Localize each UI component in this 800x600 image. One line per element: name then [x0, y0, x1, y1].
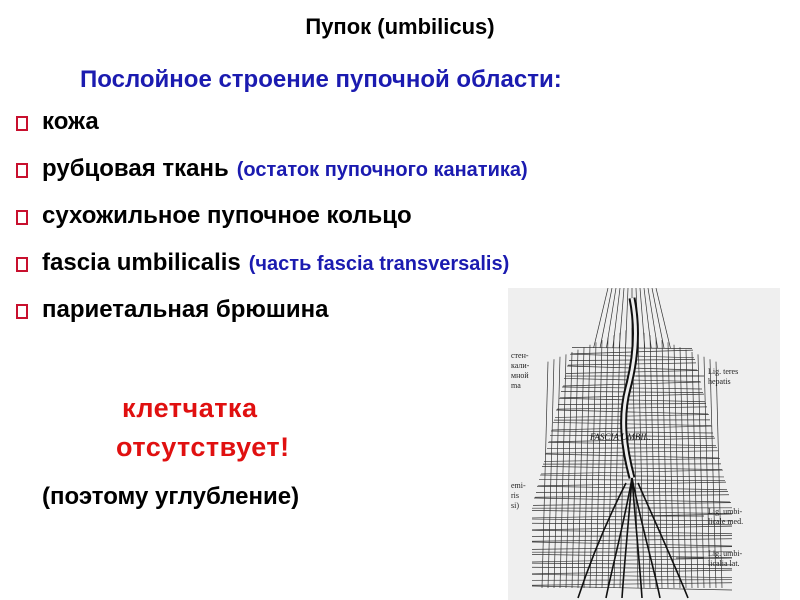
- anatomical-figure: [508, 288, 780, 600]
- slide-subtitle: Послойное строение пупочной области:: [80, 66, 562, 93]
- layer-text: fascia umbilicalis: [42, 249, 241, 276]
- checkbox-bullet-icon: [16, 304, 28, 319]
- list-item: [16, 296, 528, 343]
- list-item: [16, 249, 528, 296]
- layer-text: париетальная брюшина: [42, 296, 329, 323]
- figure-left-label-bottom-3: si): [511, 501, 519, 510]
- layer-text: кожа: [42, 108, 99, 135]
- figure-left-label-top-1: стен-: [511, 351, 529, 360]
- slide-title: Пупок (umbilicus): [305, 14, 495, 39]
- layer-text: рубцовая ткань: [42, 155, 229, 182]
- checkbox-bullet-icon: [16, 257, 28, 272]
- figure-left-label-top-4: ma: [511, 381, 521, 390]
- layer-note: (часть fascia transversalis): [248, 253, 510, 275]
- figure-right-label-3a: Lig. umbi-: [708, 549, 743, 558]
- list-item: [16, 155, 528, 202]
- figure-left-label-bottom-1: emi-: [511, 481, 526, 490]
- checkbox-bullet-icon: [16, 116, 28, 131]
- figure-left-label-top-2: кали-: [511, 361, 530, 370]
- figure-right-label-1a: Lig. teres: [708, 367, 739, 376]
- checkbox-bullet-icon: [16, 210, 28, 225]
- layer-note: (остаток пупочного канатика): [236, 159, 528, 181]
- emphasis-line-1: клетчатка: [122, 393, 258, 423]
- figure-right-label-2a: Lig. umbi-: [708, 507, 743, 516]
- figure-right-label-3b: licalia lat.: [708, 559, 740, 568]
- layer-text: сухожильное пупочное кольцо: [42, 202, 412, 229]
- checkbox-bullet-icon: [16, 163, 28, 178]
- explanation-text: (поэтому углубление): [42, 483, 300, 510]
- emphasis-line-2: отсутствует!: [116, 432, 290, 462]
- figure-right-label-1b: hepatis: [708, 377, 731, 386]
- list-item: [16, 108, 528, 155]
- figure-center-label: FASCIA UMBIL.: [590, 432, 651, 442]
- figure-left-label-bottom-2: ris: [511, 491, 519, 500]
- list-item: [16, 202, 528, 249]
- figure-left-label-top-3: мной: [511, 371, 529, 380]
- figure-right-label-2b: licale med.: [708, 517, 744, 526]
- umbilical-region-drawing: [508, 288, 780, 600]
- layers-list: [16, 108, 528, 343]
